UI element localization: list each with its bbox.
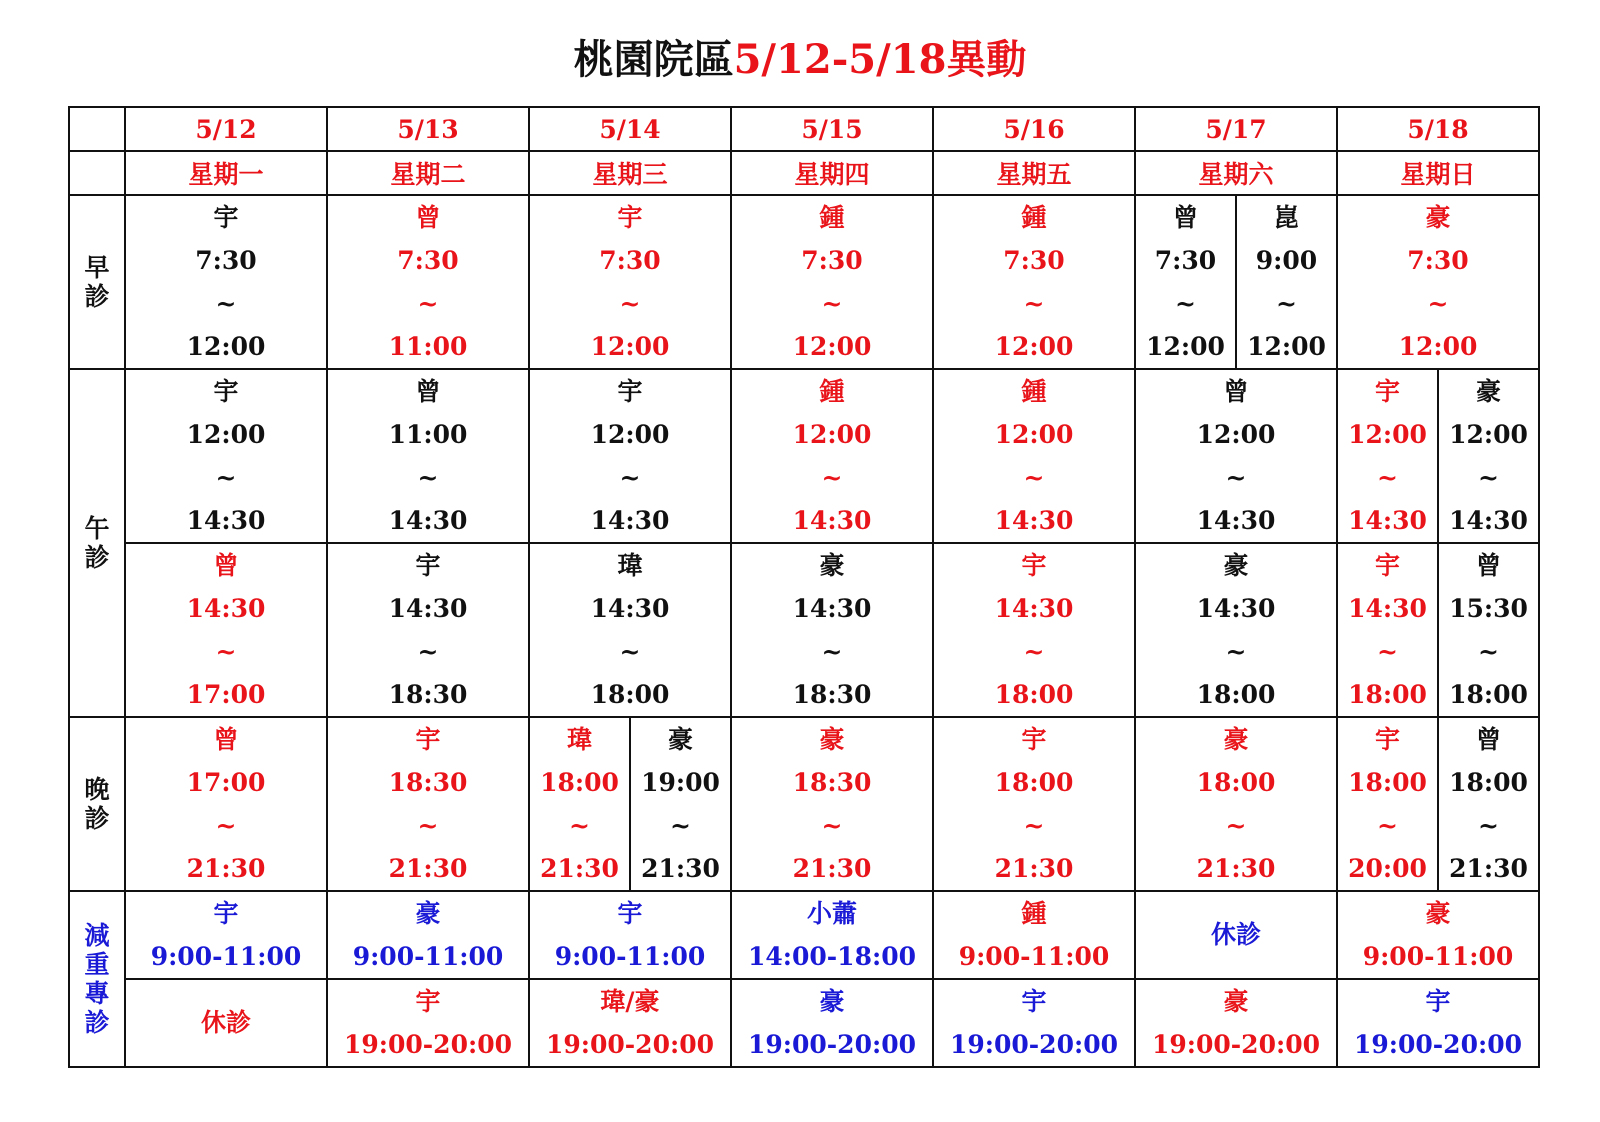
session-time: 9:00-11:00 <box>958 941 1110 971</box>
start-time: 14:30 <box>186 593 266 623</box>
weight-cell <box>529 979 731 1067</box>
weight-slot <box>1136 980 1336 1066</box>
shift <box>328 370 528 542</box>
start-time: 9:00 <box>1255 245 1318 275</box>
tilde: ~ <box>821 810 843 840</box>
start-time: 15:30 <box>1449 593 1528 623</box>
weight-cell <box>529 891 731 979</box>
shift <box>1338 196 1538 368</box>
doctor-name: 宇 <box>213 202 239 232</box>
date-row <box>69 107 1539 151</box>
tilde: ~ <box>215 636 237 666</box>
weight-cell <box>1337 891 1539 979</box>
session-time: 9:00-11:00 <box>1362 941 1514 971</box>
date-cell: 5/18 <box>1337 107 1539 151</box>
session-time: 9:00-11:00 <box>150 941 302 971</box>
shift-cell <box>933 543 1135 717</box>
end-time: 11:00 <box>388 331 468 361</box>
tilde: ~ <box>215 288 237 318</box>
end-time: 14:30 <box>994 505 1074 535</box>
end-time: 12:00 <box>994 331 1074 361</box>
end-time: 21:30 <box>1449 853 1528 883</box>
doctor-name: 豪 <box>1425 202 1451 232</box>
end-time: 20:00 <box>1348 853 1427 883</box>
shift <box>328 718 528 890</box>
date-cell: 5/16 <box>933 107 1135 151</box>
doctor-name: 豪 <box>819 550 845 580</box>
end-time: 21:30 <box>1196 853 1276 883</box>
shift-cell <box>731 369 933 543</box>
start-time: 14:30 <box>1196 593 1276 623</box>
doctor-name: 豪 <box>1223 724 1249 754</box>
row-label-weight <box>69 891 125 1067</box>
shift-cell <box>933 369 1135 543</box>
end-time: 18:00 <box>1348 679 1427 709</box>
weight-cell <box>327 891 529 979</box>
weight-slot <box>530 980 730 1066</box>
start-time: 14:30 <box>792 593 872 623</box>
doctor-name: 豪 <box>819 724 845 754</box>
weight-slot <box>530 892 730 978</box>
start-time: 7:30 <box>599 245 661 275</box>
weight-slot <box>328 892 528 978</box>
start-time: 18:00 <box>1196 767 1276 797</box>
weight-cell <box>731 979 933 1067</box>
row-label-char: 專 <box>84 979 110 1008</box>
shift <box>530 196 730 368</box>
end-time: 14:30 <box>1348 505 1427 535</box>
shift <box>1136 370 1336 542</box>
doctor-name: 曾 <box>213 724 239 754</box>
split-shift <box>1338 544 1538 716</box>
shift-cell <box>1135 195 1337 369</box>
shift <box>732 718 932 890</box>
doctor-name: 鍾 <box>1021 376 1047 406</box>
weight-slot <box>1338 892 1538 978</box>
shift-cell <box>529 543 731 717</box>
doctor-name: 曾 <box>415 376 441 406</box>
doctor-name: 鍾 <box>1021 898 1047 928</box>
shift <box>732 370 932 542</box>
end-time: 21:30 <box>792 853 872 883</box>
shift <box>1338 718 1437 890</box>
end-time: 12:00 <box>1398 331 1478 361</box>
end-time: 14:30 <box>388 505 468 535</box>
start-time: 12:00 <box>1449 419 1528 449</box>
shift <box>328 196 528 368</box>
end-time: 21:30 <box>388 853 468 883</box>
tilde: ~ <box>1023 462 1045 492</box>
afternoon-row-2 <box>69 543 1539 717</box>
shift-cell <box>125 717 327 891</box>
end-time: 14:30 <box>1449 505 1528 535</box>
shift <box>1437 718 1538 890</box>
session-time: 19:00-20:00 <box>748 1029 916 1059</box>
weekday-cell: 星期六 <box>1135 151 1337 195</box>
shift <box>732 196 932 368</box>
doctor-name: 宇 <box>1021 724 1047 754</box>
end-time: 12:00 <box>186 331 266 361</box>
doctor-name: 宇 <box>415 550 441 580</box>
afternoon-row-1 <box>69 369 1539 543</box>
weekday-cell: 星期一 <box>125 151 327 195</box>
shift <box>126 718 326 890</box>
shift <box>1338 544 1437 716</box>
tilde: ~ <box>1427 288 1449 318</box>
doctor-name: 曾 <box>1475 724 1501 754</box>
shift <box>934 196 1134 368</box>
start-time: 7:30 <box>801 245 863 275</box>
shift <box>934 370 1134 542</box>
shift <box>530 544 730 716</box>
split-shift <box>1338 718 1538 890</box>
row-label-afternoon <box>69 369 125 717</box>
weight-slot <box>732 980 932 1066</box>
shift-cell <box>933 195 1135 369</box>
tilde: ~ <box>1377 810 1398 840</box>
tilde: ~ <box>1175 288 1196 318</box>
shift <box>1338 370 1437 542</box>
date-cell: 5/17 <box>1135 107 1337 151</box>
doctor-name: 曾 <box>213 550 239 580</box>
shift-cell <box>731 543 933 717</box>
shift-cell <box>125 543 327 717</box>
shift <box>328 544 528 716</box>
weight-slot <box>328 980 528 1066</box>
doctor-name: 宇 <box>415 724 441 754</box>
tilde: ~ <box>821 288 843 318</box>
shift-cell <box>529 369 731 543</box>
shift-cell <box>327 369 529 543</box>
start-time: 7:30 <box>1154 245 1217 275</box>
weight-slot <box>1136 892 1336 978</box>
weekday-cell: 星期五 <box>933 151 1135 195</box>
shift <box>126 370 326 542</box>
tilde: ~ <box>417 462 439 492</box>
shift-cell <box>125 369 327 543</box>
shift-cell <box>327 195 529 369</box>
tilde: ~ <box>1225 810 1247 840</box>
doctor-name: 瑋 <box>566 724 592 754</box>
weight-cell <box>125 979 327 1067</box>
end-time: 14:30 <box>186 505 266 535</box>
corner-cell <box>69 151 125 195</box>
shift-cell <box>731 195 933 369</box>
weekday-cell: 星期二 <box>327 151 529 195</box>
end-time: 14:30 <box>590 505 670 535</box>
page-title <box>0 32 1600 88</box>
tilde: ~ <box>215 810 237 840</box>
doctor-name: 崑 <box>1273 202 1299 232</box>
weekday-cell: 星期四 <box>731 151 933 195</box>
doctor-name: 曾 <box>1223 376 1249 406</box>
doctor-name: 豪 <box>1223 550 1249 580</box>
shift-cell <box>933 717 1135 891</box>
shift <box>1235 196 1336 368</box>
end-time: 18:00 <box>1449 679 1528 709</box>
shift <box>1136 544 1336 716</box>
doctor-name: 宇 <box>617 376 643 406</box>
start-time: 12:00 <box>1348 419 1427 449</box>
session-time: 19:00-20:00 <box>344 1029 512 1059</box>
weight-cell <box>327 979 529 1067</box>
tilde: ~ <box>569 810 590 840</box>
end-time: 21:30 <box>994 853 1074 883</box>
tilde: ~ <box>1023 288 1045 318</box>
row-label-evening <box>69 717 125 891</box>
weight-slot <box>126 892 326 978</box>
end-time: 12:00 <box>792 331 872 361</box>
end-time: 21:30 <box>540 853 619 883</box>
tilde: ~ <box>821 636 843 666</box>
row-label-char: 診 <box>84 1008 110 1037</box>
end-time: 18:00 <box>994 679 1074 709</box>
start-time: 12:00 <box>186 419 266 449</box>
schedule-table <box>68 106 1540 1068</box>
row-label-char: 晚 <box>84 775 110 804</box>
weekday-row <box>69 151 1539 195</box>
shift <box>629 718 730 890</box>
shift <box>530 370 730 542</box>
shift <box>1136 718 1336 890</box>
start-time: 11:00 <box>388 419 468 449</box>
row-label-char: 診 <box>84 804 110 833</box>
shift-cell <box>529 717 731 891</box>
end-time: 12:00 <box>1247 331 1326 361</box>
shift <box>732 544 932 716</box>
weight-row-2 <box>69 979 1539 1067</box>
weekday-cell: 星期日 <box>1337 151 1539 195</box>
start-time: 18:00 <box>540 767 619 797</box>
doctor-name: 宇 <box>617 898 643 928</box>
row-label-char: 診 <box>84 543 110 572</box>
end-time: 18:30 <box>388 679 468 709</box>
tilde: ~ <box>670 810 691 840</box>
start-time: 12:00 <box>590 419 670 449</box>
tilde: ~ <box>821 462 843 492</box>
doctor-name: 宇 <box>1374 376 1400 406</box>
tilde: ~ <box>1023 636 1045 666</box>
tilde: ~ <box>417 810 439 840</box>
doctor-name: 曾 <box>415 202 441 232</box>
shift-cell <box>125 195 327 369</box>
session-time: 19:00-20:00 <box>546 1029 714 1059</box>
end-time: 18:00 <box>590 679 670 709</box>
date-cell: 5/12 <box>125 107 327 151</box>
doctor-name: 豪 <box>1425 898 1451 928</box>
session-time: 14:00-18:00 <box>748 941 916 971</box>
morning-row <box>69 195 1539 369</box>
shift-cell <box>1337 543 1539 717</box>
corner-cell <box>69 107 125 151</box>
doctor-name: 休診 <box>1210 920 1261 949</box>
end-time: 18:30 <box>792 679 872 709</box>
doctor-name: 小蕭 <box>806 898 857 928</box>
session-time: 9:00-11:00 <box>352 941 504 971</box>
row-label-char: 午 <box>84 514 110 543</box>
session-time: 19:00-20:00 <box>1354 1029 1522 1059</box>
row-label-char: 重 <box>84 950 110 979</box>
tilde: ~ <box>1023 810 1045 840</box>
weight-cell <box>731 891 933 979</box>
tilde: ~ <box>619 636 641 666</box>
doctor-name: 豪 <box>667 724 693 754</box>
tilde: ~ <box>1478 636 1499 666</box>
doctor-name: 宇 <box>1374 550 1400 580</box>
weight-slot <box>934 980 1134 1066</box>
tilde: ~ <box>417 288 439 318</box>
shift-cell <box>327 543 529 717</box>
start-time: 17:00 <box>186 767 266 797</box>
session-time: 19:00-20:00 <box>1152 1029 1320 1059</box>
shift-cell <box>327 717 529 891</box>
end-time: 18:00 <box>1196 679 1276 709</box>
row-label-char: 減 <box>84 921 110 950</box>
shift <box>1437 544 1538 716</box>
doctor-name: 豪 <box>1475 376 1501 406</box>
row-label-morning <box>69 195 125 369</box>
shift-cell <box>1135 369 1337 543</box>
row-label-char: 診 <box>84 282 110 311</box>
title-prefix: 桃園院區 <box>573 36 734 83</box>
tilde: ~ <box>417 636 439 666</box>
doctor-name: 瑋 <box>617 550 643 580</box>
start-time: 7:30 <box>1003 245 1065 275</box>
start-time: 14:30 <box>590 593 670 623</box>
shift-cell <box>529 195 731 369</box>
row-label-char: 早 <box>84 253 110 282</box>
shift <box>126 544 326 716</box>
start-time: 18:00 <box>1348 767 1427 797</box>
date-cell: 5/15 <box>731 107 933 151</box>
doctor-name: 豪 <box>819 986 845 1016</box>
doctor-name: 休診 <box>200 1008 251 1037</box>
weight-cell <box>1337 979 1539 1067</box>
tilde: ~ <box>619 462 641 492</box>
end-time: 17:00 <box>186 679 266 709</box>
start-time: 14:30 <box>1348 593 1427 623</box>
doctor-name: 瑋/豪 <box>600 986 660 1016</box>
tilde: ~ <box>215 462 237 492</box>
start-time: 12:00 <box>1196 419 1276 449</box>
end-time: 14:30 <box>792 505 872 535</box>
weight-cell <box>1135 891 1337 979</box>
doctor-name: 宇 <box>1374 724 1400 754</box>
end-time: 12:00 <box>590 331 670 361</box>
doctor-name: 鍾 <box>819 202 845 232</box>
doctor-name: 鍾 <box>1021 202 1047 232</box>
tilde: ~ <box>1377 636 1398 666</box>
title-suffix: 5/12-5/18異動 <box>733 36 1027 83</box>
tilde: ~ <box>619 288 641 318</box>
weight-cell <box>933 891 1135 979</box>
weight-slot <box>126 980 326 1066</box>
shift-cell <box>1135 717 1337 891</box>
shift-cell <box>731 717 933 891</box>
shift-cell <box>1337 369 1539 543</box>
date-cell: 5/14 <box>529 107 731 151</box>
weight-slot <box>934 892 1134 978</box>
doctor-name: 鍾 <box>819 376 845 406</box>
tilde: ~ <box>1478 810 1499 840</box>
start-time: 18:00 <box>1449 767 1528 797</box>
doctor-name: 宇 <box>617 202 643 232</box>
doctor-name: 宇 <box>415 986 441 1016</box>
shift <box>934 544 1134 716</box>
weekday-cell: 星期三 <box>529 151 731 195</box>
doctor-name: 豪 <box>1223 986 1249 1016</box>
start-time: 12:00 <box>792 419 872 449</box>
tilde: ~ <box>1225 636 1247 666</box>
shift <box>1136 196 1235 368</box>
shift-cell <box>1135 543 1337 717</box>
date-cell: 5/13 <box>327 107 529 151</box>
weight-slot <box>1338 980 1538 1066</box>
start-time: 7:30 <box>397 245 459 275</box>
weight-cell <box>1135 979 1337 1067</box>
end-time: 21:30 <box>641 853 720 883</box>
shift <box>530 718 629 890</box>
evening-row <box>69 717 1539 891</box>
split-shift <box>1136 196 1336 368</box>
doctor-name: 曾 <box>1475 550 1501 580</box>
doctor-name: 宇 <box>1425 986 1451 1016</box>
start-time: 18:30 <box>792 767 872 797</box>
doctor-name: 宇 <box>1021 986 1047 1016</box>
doctor-name: 豪 <box>415 898 441 928</box>
end-time: 12:00 <box>1146 331 1225 361</box>
split-shift <box>1338 370 1538 542</box>
session-time: 9:00-11:00 <box>554 941 706 971</box>
split-shift <box>530 718 730 890</box>
weight-slot <box>732 892 932 978</box>
tilde: ~ <box>1225 462 1247 492</box>
weight-cell <box>125 891 327 979</box>
doctor-name: 曾 <box>1172 202 1198 232</box>
start-time: 7:30 <box>1407 245 1469 275</box>
shift <box>1437 370 1538 542</box>
shift <box>934 718 1134 890</box>
start-time: 14:30 <box>994 593 1074 623</box>
doctor-name: 宇 <box>1021 550 1047 580</box>
shift-cell <box>1337 195 1539 369</box>
end-time: 14:30 <box>1196 505 1276 535</box>
start-time: 14:30 <box>388 593 468 623</box>
shift <box>126 196 326 368</box>
start-time: 7:30 <box>195 245 257 275</box>
session-time: 19:00-20:00 <box>950 1029 1118 1059</box>
end-time: 21:30 <box>186 853 266 883</box>
tilde: ~ <box>1276 288 1297 318</box>
start-time: 18:00 <box>994 767 1074 797</box>
start-time: 12:00 <box>994 419 1074 449</box>
shift-cell <box>1337 717 1539 891</box>
doctor-name: 宇 <box>213 898 239 928</box>
weight-row-1 <box>69 891 1539 979</box>
tilde: ~ <box>1377 462 1398 492</box>
start-time: 19:00 <box>641 767 720 797</box>
tilde: ~ <box>1478 462 1499 492</box>
doctor-name: 宇 <box>213 376 239 406</box>
weight-cell <box>933 979 1135 1067</box>
start-time: 18:30 <box>388 767 468 797</box>
